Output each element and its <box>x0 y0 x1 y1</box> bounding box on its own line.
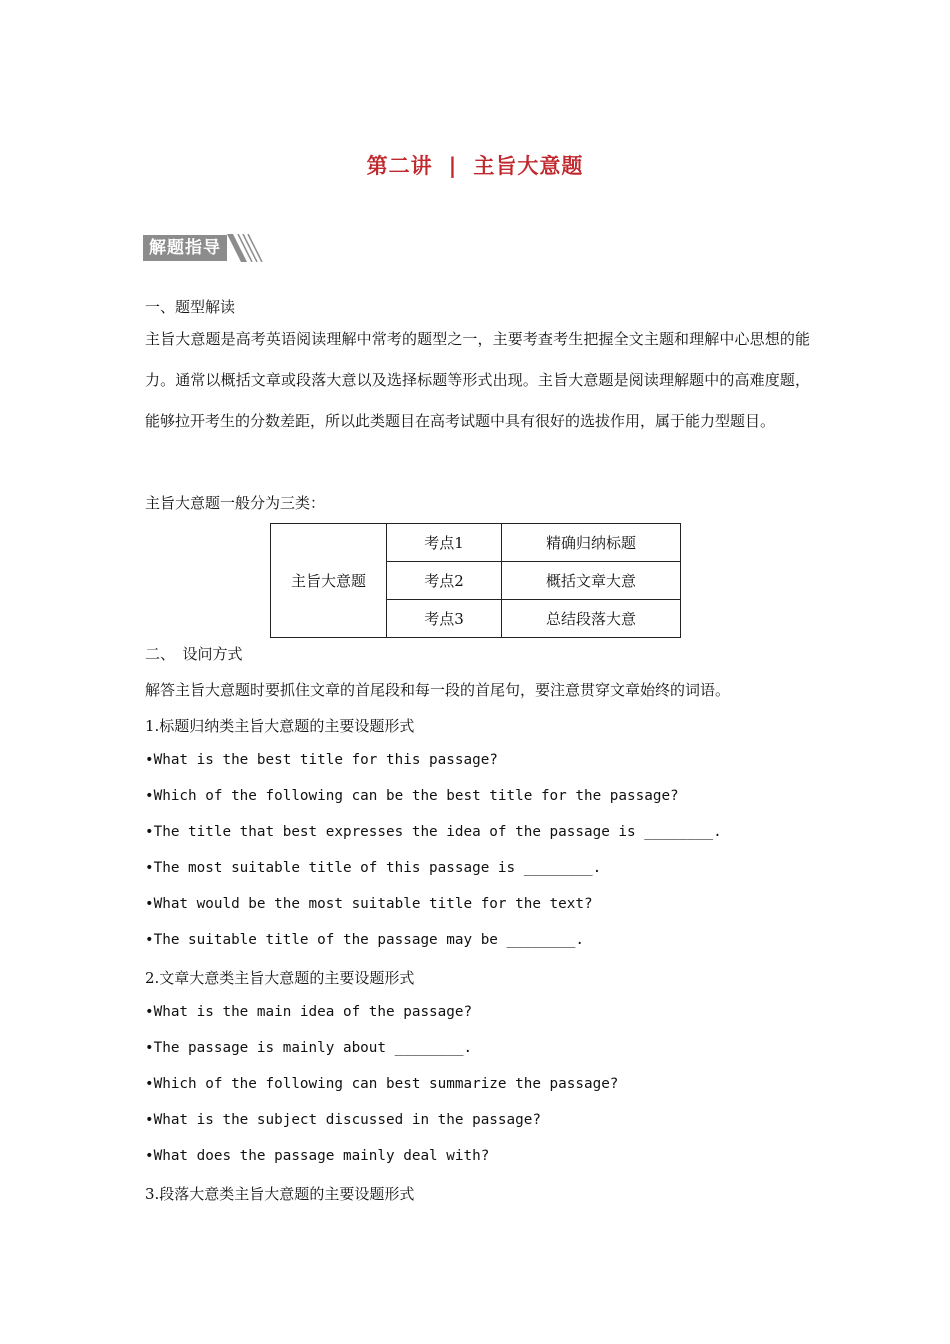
title-lecture: 第二讲 <box>366 154 433 178</box>
section2-heading: 二、 设问方式 <box>145 645 243 663</box>
list-item: •The title that best expresses the idea of the passage is ________. <box>145 824 722 840</box>
list-item: •The most suitable title of this passage is ________. <box>145 860 602 876</box>
group3-heading: 3.段落大意类主旨大意题的主要设题形式 <box>145 1185 415 1203</box>
table-point-cell: 考点2 <box>387 562 502 600</box>
list-item: •The suitable title of the passage may be ________. <box>145 932 584 948</box>
title-separator: | <box>448 154 458 178</box>
section1-heading: 一、题型解读 <box>145 298 236 316</box>
list-item: •Which of the following can best summarize the passage? <box>145 1076 619 1092</box>
badge-label: 解题指导 <box>143 235 227 261</box>
section2-intro: 解答主旨大意题时要抓住文章的首尾段和每一段的首尾句，要注意贯穿文章始终的词语。 <box>145 681 731 699</box>
section1-paragraph: 主旨大意题是高考英语阅读理解中常考的题型之一，主要考查考生把握全文主题和理解中心思想的能力。通常以概括文章或段落大意以及选择标题等形式出现。主旨大意题是阅读理解题中的高难度题，能够拉开考生的分数差距，所以此类题目在高考试题中具有很好的选拔作用，属于能力型题目。 <box>145 330 810 430</box>
table-point-cell: 考点3 <box>387 600 502 638</box>
table-desc-cell: 精确归纳标题 <box>502 524 681 562</box>
group1-heading: 1.标题归纳类主旨大意题的主要设题形式 <box>145 717 415 735</box>
document-body <box>145 0 810 1344</box>
category-table <box>270 523 681 638</box>
group2-heading: 2.文章大意类主旨大意题的主要设题形式 <box>145 969 415 987</box>
table-row <box>271 524 681 562</box>
list-item: •What is the main idea of the passage? <box>145 1004 473 1020</box>
list-item: •What is the subject discussed in the passage? <box>145 1112 541 1128</box>
table-point-cell: 考点1 <box>387 524 502 562</box>
list-item: •What would be the most suitable title for the text? <box>145 896 593 912</box>
table-desc-cell: 概括文章大意 <box>502 562 681 600</box>
list-item: •Which of the following can be the best title for the passage? <box>145 788 679 804</box>
section1-intro: 主旨大意题一般分为三类： <box>145 494 326 512</box>
list-item: •What does the passage mainly deal with? <box>145 1148 490 1164</box>
list-item: •What is the best title for this passage? <box>145 752 498 768</box>
title-topic: 主旨大意题 <box>473 154 584 178</box>
table-category-cell: 主旨大意题 <box>271 524 387 638</box>
list-item: •The passage is mainly about ________. <box>145 1040 473 1056</box>
table-desc-cell: 总结段落大意 <box>502 600 681 638</box>
